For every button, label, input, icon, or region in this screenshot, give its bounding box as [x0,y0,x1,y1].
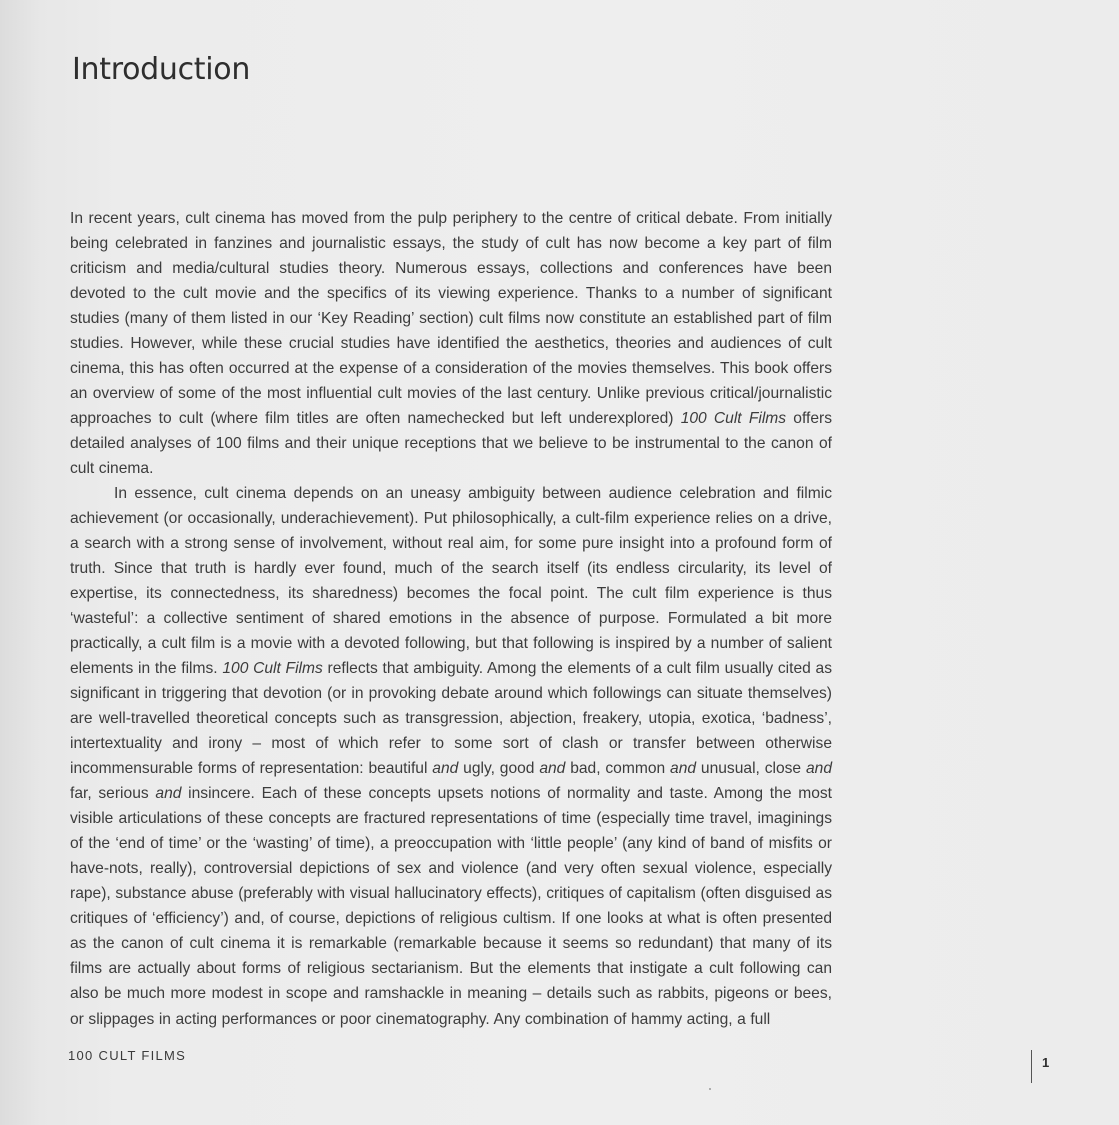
text-run: In essence, cult cinema depends on an uneasy ambiguity between audience celebration and filmic achievement (or occasionally, underachievement). Put philosophically, a cult-film experience relies on a drive, a search with a strong sense of involvement, without real aim, for some pure insight into a profound form of truth. Since that truth is hardly ever found, much of the search itself (its endless circularity, its level of expertise, its connectedness, its sharedness) becomes the focal point. The cult film experience is thus ‘wasteful’: a collective sentiment of shared emotions in the absence of purpose. Formulated a bit more practically, a cult film is a movie with a devoted following, but that following is inspired by a number of salient elements in the films. [70,485,832,678]
emphasis-italic: and [155,785,182,803]
running-footer-title: 100 CULT FILMS [68,1048,187,1063]
body-text [70,206,832,1032]
text-run: offers detailed analyses of 100 films and their unique receptions that we believe to be instrumental to the canon of cult cinema. [70,410,832,478]
emphasis-italic: and [432,760,459,778]
text-run: In recent years, cult cinema has moved from the pulp periphery to the centre of critical debate. From initially being celebrated in fanzines and journalistic essays, the study of cult has now become a key part of film criticism and media/cultural studies theory. Numerous essays, collections and conferences have been devoted to the cult movie and the specifics of its viewing experience. Thanks to a number of significant studies (many of them listed in our ‘Key Reading’ section) cult films now constitute an established part of film studies. However, while these crucial studies have identified the aesthetics, theories and audiences of cult cinema, this has often occurred at the expense of a consideration of the movies themselves. This book offers an overview of some of the most influential cult movies of the last century. Unlike previous critical/journalistic approaches to cult (where film titles are often namechecked but left underexplored) [70,210,832,428]
emphasis-italic: and [805,760,832,778]
text-run: reflects that ambiguity. Among the elements of a cult film usually cited as significant in triggering that devotion (or in provoking debate around which followings can situate themselves) are well-travelled theoretical concepts such as transgression, abjection, freakery, utopia, exotica, ‘badness’, intertextuality and irony – most of which refer to some sort of clash or transfer between otherwise incommensurable forms of representation: beautiful [70,660,832,778]
chapter-title: Introduction [72,52,251,87]
emphasis-italic: and [670,760,697,778]
text-run: insincere. Each of these concepts upsets notions of normality and taste. Among the most visible articulations of these concepts are fractured representations of time (especially time travel, imaginings of the ‘end of time’ or the ‘wasting’ of time), a preoccupation with ‘little people’ (any kind of band of misfits or have-nots, really), controversial depictions of sex and violence (and very often sexual violence, especially rape), substance abuse (preferably with visual hallucinatory effects), critiques of capitalism (often disguised as critiques of ‘efficiency’) and, of course, depictions of religious cultism. If one looks at what is often presented as the canon of cult cinema it is remarkable (remarkable because it seems so redundant) that many of its films are actually about forms of religious sectarianism. But the elements that instigate a cult following can also be much more modest in scope and ramshackle in meaning – details such as rabbits, pigeons or bees, or slippages in acting performances or poor cinematography. Any combination of hammy acting, a full [70,785,832,1028]
book-title-italic: 100 Cult Films [680,410,787,428]
text-run: ugly, good [458,760,540,778]
page-number: 1 [1042,1055,1050,1070]
book-title-italic: 100 Cult Films [222,660,323,678]
paper-speck [709,1088,711,1090]
text-run: bad, common [565,760,671,778]
paragraph-1 [70,206,832,481]
text-run: far, serious [70,785,156,803]
folio-divider [1031,1050,1032,1083]
text-run: unusual, close [696,760,806,778]
emphasis-italic: and [539,760,566,778]
paragraph-2 [70,481,832,1031]
